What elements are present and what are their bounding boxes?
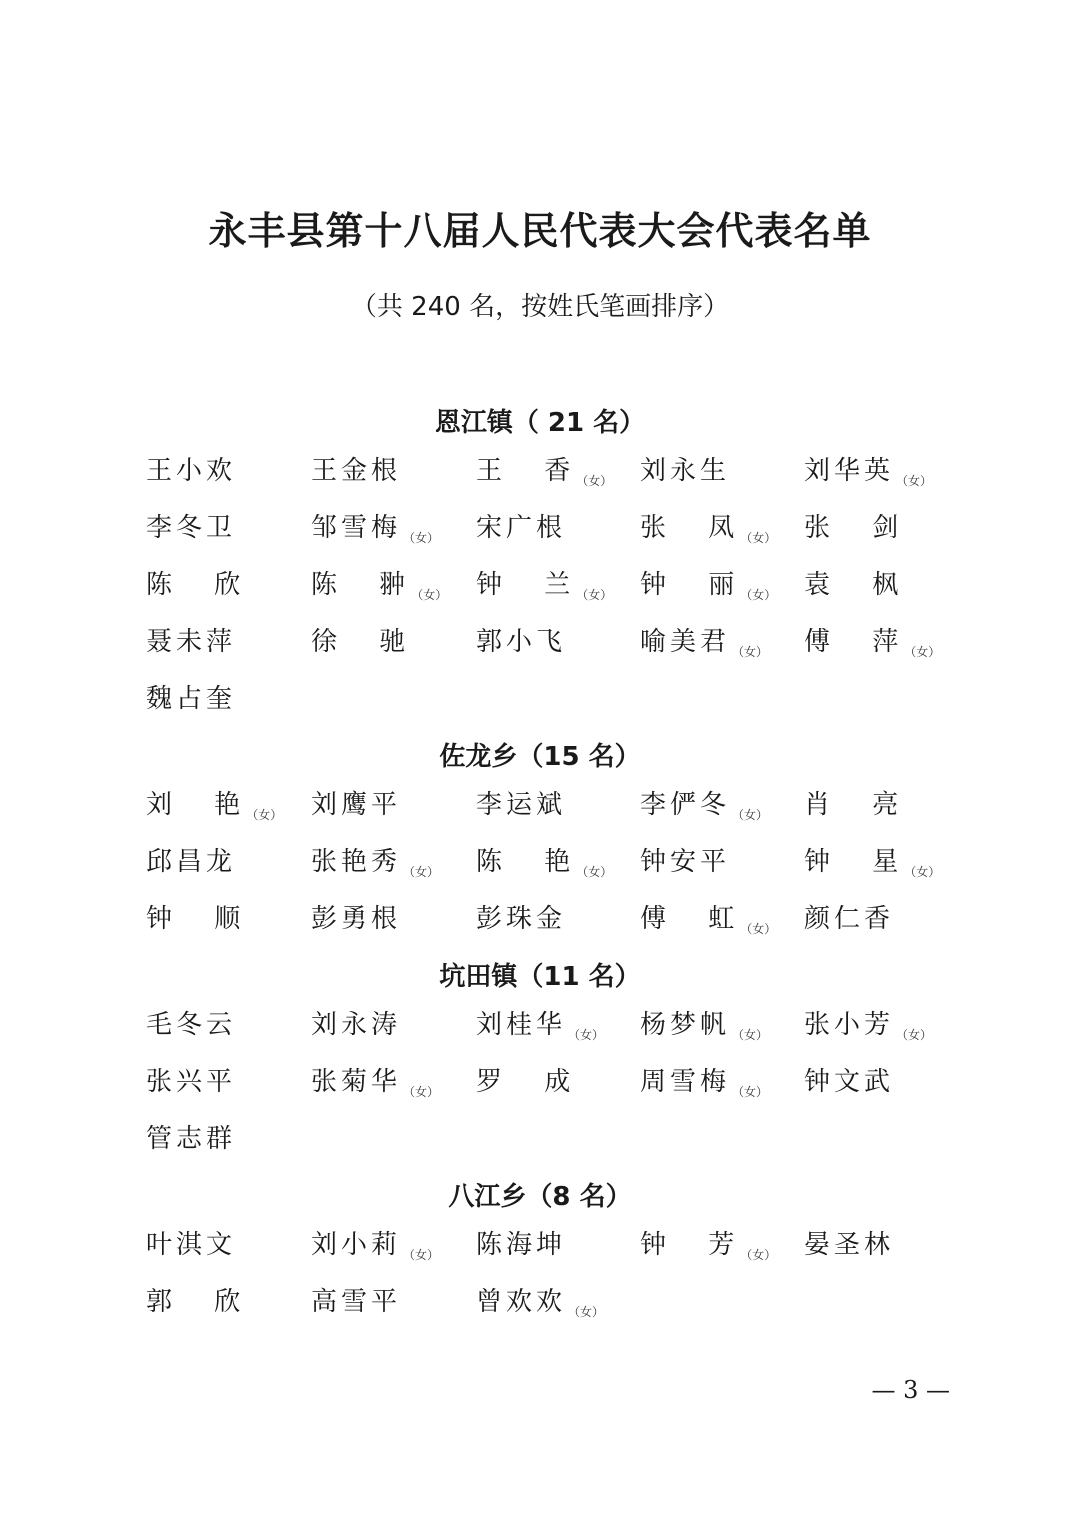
- member-name: [476, 899, 566, 939]
- female-mark: （女）: [904, 865, 941, 879]
- member-name-text: 管志群: [146, 1124, 237, 1154]
- member-name: [311, 842, 439, 882]
- member-name: [311, 565, 447, 605]
- page-number: — 3 —: [871, 1376, 950, 1404]
- member-name: [804, 1005, 932, 1045]
- female-mark: （女）: [411, 588, 448, 602]
- member-name: [311, 899, 401, 939]
- section-heading: 佐龙乡（15 名）: [439, 742, 641, 772]
- female-mark: （女）: [904, 645, 941, 659]
- member-name: [476, 1225, 566, 1265]
- member-name: [146, 622, 236, 662]
- member-name-text: 刘华英: [804, 456, 895, 486]
- member-name-text: 陈 欣: [146, 570, 245, 600]
- member-name-text: 彭勇根: [311, 904, 402, 934]
- member-name-text: 钟 丽: [640, 570, 739, 600]
- member-name: [804, 899, 894, 939]
- member-name-text: 陈 翀: [311, 570, 410, 600]
- female-mark: （女）: [576, 865, 613, 879]
- female-mark: （女）: [740, 531, 777, 545]
- member-name: [311, 1282, 401, 1322]
- member-name: [311, 451, 401, 491]
- member-name-text: 王小欢: [146, 456, 237, 486]
- member-name: [311, 1005, 401, 1045]
- member-name-text: 王 香: [476, 456, 575, 486]
- member-name: [146, 451, 236, 491]
- member-name-text: 彭珠金: [476, 904, 567, 934]
- member-name-text: 刘 艳: [146, 790, 245, 820]
- section-heading: 八江乡（8 名）: [448, 1182, 632, 1212]
- member-name-text: 晏圣林: [804, 1230, 895, 1260]
- member-name-text: 郭小飞: [476, 627, 567, 657]
- female-mark: （女）: [576, 474, 613, 488]
- member-name: [640, 899, 776, 939]
- member-name: [146, 1119, 236, 1159]
- member-name-text: 毛冬云: [146, 1010, 237, 1040]
- member-name: [476, 508, 566, 548]
- member-name: [476, 785, 566, 825]
- member-name: [640, 622, 768, 662]
- member-name-text: 钟文武: [804, 1067, 895, 1097]
- member-name: [146, 842, 236, 882]
- member-name-text: 肖 亮: [804, 790, 903, 820]
- member-name-text: 陈 艳: [476, 847, 575, 877]
- section-heading: 坑田镇（11 名）: [439, 962, 641, 992]
- member-list: [0, 785, 1080, 956]
- member-name: [804, 1225, 894, 1265]
- member-name: [640, 1005, 768, 1045]
- member-name: [146, 1282, 244, 1322]
- member-name: [311, 508, 439, 548]
- member-name: [476, 842, 612, 882]
- member-name-text: 刘桂华: [476, 1010, 567, 1040]
- member-row: [0, 1282, 1080, 1339]
- member-name-text: 李俨冬: [640, 790, 731, 820]
- member-row: [0, 1225, 1080, 1282]
- member-name-text: 叶淇文: [146, 1230, 237, 1260]
- member-name-text: 刘鹰平: [311, 790, 402, 820]
- member-name-text: 张兴平: [146, 1067, 237, 1097]
- member-name: [640, 451, 730, 491]
- member-name-text: 张小芳: [804, 1010, 895, 1040]
- member-name-text: 钟 兰: [476, 570, 575, 600]
- member-name-text: 傅 萍: [804, 627, 903, 657]
- member-name-text: 张菊华: [311, 1067, 402, 1097]
- member-row: [0, 1119, 1080, 1176]
- member-row: [0, 679, 1080, 736]
- member-name: [640, 1225, 776, 1265]
- member-name: [804, 1062, 894, 1102]
- member-name-text: 邱昌龙: [146, 847, 237, 877]
- member-row: [0, 1062, 1080, 1119]
- member-name: [640, 1062, 768, 1102]
- member-name-text: 钟 顺: [146, 904, 245, 934]
- member-name-text: 罗 成: [476, 1067, 575, 1097]
- member-row: [0, 899, 1080, 956]
- member-name-text: 魏占奎: [146, 684, 237, 714]
- member-name: [311, 1225, 439, 1265]
- member-name: [476, 451, 612, 491]
- member-name-text: 张艳秀: [311, 847, 402, 877]
- member-name-text: 钟 芳: [640, 1230, 739, 1260]
- member-name: [146, 899, 244, 939]
- member-name-text: 张 剑: [804, 513, 903, 543]
- member-name-text: 喻美君: [640, 627, 731, 657]
- member-name-text: 宋广根: [476, 513, 567, 543]
- member-name: [476, 1005, 604, 1045]
- member-name: [146, 508, 236, 548]
- member-name-text: 刘永涛: [311, 1010, 402, 1040]
- member-name-text: 袁 枫: [804, 570, 903, 600]
- member-name-text: 聂未萍: [146, 627, 237, 657]
- member-name-text: 王金根: [311, 456, 402, 486]
- member-name-text: 刘小莉: [311, 1230, 402, 1260]
- member-name: [146, 565, 244, 605]
- female-mark: （女）: [568, 1028, 605, 1042]
- section-heading: 恩江镇（ 21 名）: [434, 408, 646, 438]
- member-name: [640, 565, 776, 605]
- member-name: [311, 1062, 439, 1102]
- member-row: [0, 622, 1080, 679]
- member-name: [804, 842, 940, 882]
- member-name: [804, 785, 902, 825]
- member-name: [476, 565, 612, 605]
- document-subtitle: （共 240 名，按姓氏笔画排序）: [350, 292, 730, 322]
- female-mark: （女）: [732, 1028, 769, 1042]
- member-name-text: 张 凤: [640, 513, 739, 543]
- member-name: [804, 622, 940, 662]
- member-name: [804, 451, 932, 491]
- member-name: [146, 1225, 236, 1265]
- member-name-text: 周雪梅: [640, 1067, 731, 1097]
- member-name-text: 杨梦帆: [640, 1010, 731, 1040]
- member-row: [0, 565, 1080, 622]
- member-name-text: 陈海坤: [476, 1230, 567, 1260]
- member-name-text: 钟 星: [804, 847, 903, 877]
- member-name: [476, 622, 566, 662]
- member-name-text: 刘永生: [640, 456, 731, 486]
- member-name: [640, 785, 768, 825]
- member-row: [0, 785, 1080, 842]
- female-mark: （女）: [732, 1085, 769, 1099]
- member-row: [0, 842, 1080, 899]
- female-mark: （女）: [403, 1085, 440, 1099]
- member-name-text: 徐 驰: [311, 627, 410, 657]
- female-mark: （女）: [732, 645, 769, 659]
- female-mark: （女）: [576, 588, 613, 602]
- member-name: [311, 785, 401, 825]
- member-row: [0, 451, 1080, 508]
- member-name-text: 李冬卫: [146, 513, 237, 543]
- member-row: [0, 1005, 1080, 1062]
- member-name: [146, 1062, 236, 1102]
- member-name-text: 李运斌: [476, 790, 567, 820]
- document-title: 永丰县第十八届人民代表大会代表名单: [208, 208, 872, 253]
- member-name: [146, 785, 282, 825]
- member-name-text: 颜仁香: [804, 904, 895, 934]
- female-mark: （女）: [896, 474, 933, 488]
- member-name: [146, 679, 236, 719]
- member-name: [640, 842, 730, 882]
- member-row: [0, 508, 1080, 565]
- member-name-text: 钟安平: [640, 847, 731, 877]
- female-mark: （女）: [246, 808, 283, 822]
- member-name: [476, 1282, 604, 1322]
- member-name: [640, 508, 776, 548]
- member-list: [0, 1225, 1080, 1339]
- female-mark: （女）: [403, 531, 440, 545]
- member-name: [476, 1062, 574, 1102]
- member-name: [804, 508, 902, 548]
- female-mark: （女）: [740, 922, 777, 936]
- member-name-text: 高雪平: [311, 1287, 402, 1317]
- member-list: [0, 451, 1080, 736]
- female-mark: （女）: [740, 588, 777, 602]
- female-mark: （女）: [403, 1248, 440, 1262]
- member-list: [0, 1005, 1080, 1176]
- member-name-text: 郭 欣: [146, 1287, 245, 1317]
- female-mark: （女）: [896, 1028, 933, 1042]
- member-name-text: 傅 虹: [640, 904, 739, 934]
- female-mark: （女）: [568, 1305, 605, 1319]
- member-name: [311, 622, 409, 662]
- member-name-text: 曾欢欢: [476, 1287, 567, 1317]
- member-name: [804, 565, 902, 605]
- female-mark: （女）: [403, 865, 440, 879]
- member-name: [146, 1005, 236, 1045]
- female-mark: （女）: [740, 1248, 777, 1262]
- female-mark: （女）: [732, 808, 769, 822]
- member-name-text: 邹雪梅: [311, 513, 402, 543]
